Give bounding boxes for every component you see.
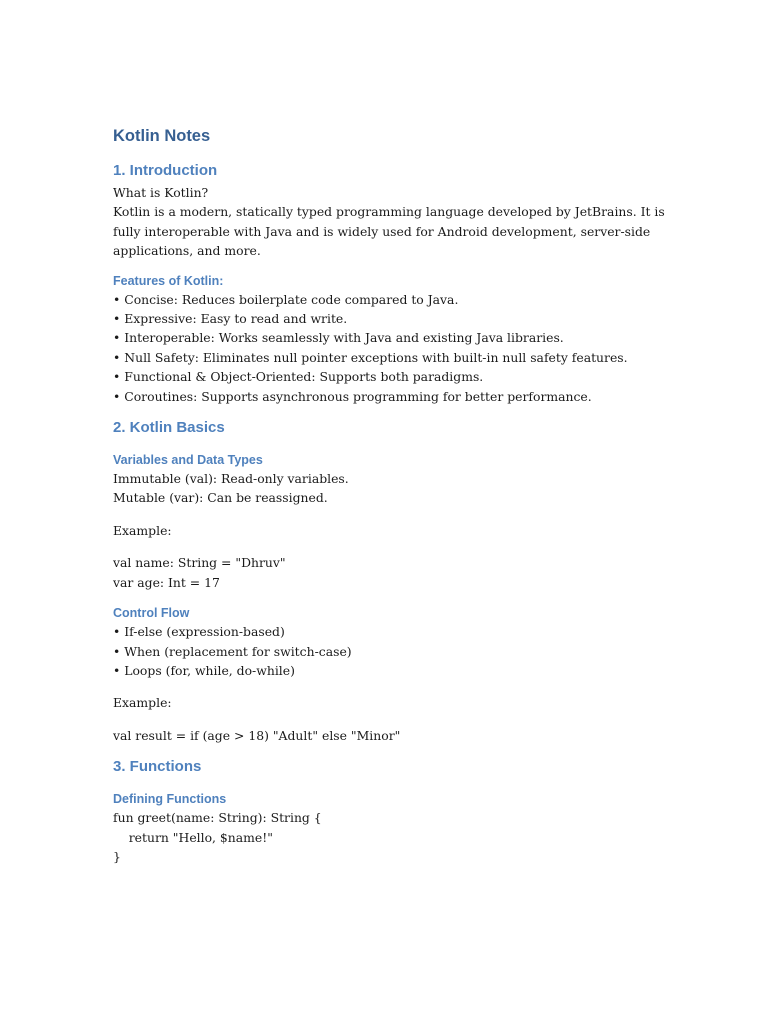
document-title: Kotlin Notes <box>113 127 211 145</box>
feature-item: • Functional & Object-Oriented: Supports both paradigms. <box>113 369 484 385</box>
section-heading-introduction: 1. Introduction <box>113 162 218 179</box>
control-item: • Loops (for, while, do-while) <box>113 662 295 678</box>
control-item: • If-else (expression-based) <box>113 624 285 640</box>
control-item: • When (replacement for switch-case) <box>113 643 352 659</box>
code-line: val name: String = "Dhruv" <box>113 555 286 571</box>
intro-question: What is Kotlin? <box>113 185 209 200</box>
intro-description: Kotlin is a modern, statically typed programming language developed by JetBrains. It is fully interoperable with Java and is widely used for Android development, server-side applications, and more. <box>113 204 665 259</box>
variables-line: Mutable (var): Can be reassigned. <box>113 490 328 506</box>
example-label: Example: <box>113 695 172 711</box>
section-heading-basics: 2. Kotlin Basics <box>113 419 225 437</box>
variables-line: Immutable (val): Read-only variables. <box>113 471 349 487</box>
code-line: fun greet(name: String): String { <box>113 810 322 826</box>
code-line: var age: Int = 17 <box>113 574 220 590</box>
code-line: return "Hello, $name!" <box>113 829 273 845</box>
features-heading: Features of Kotlin: <box>113 273 224 288</box>
feature-item: • Coroutines: Supports asynchronous programming for better performance. <box>113 388 592 404</box>
variables-heading: Variables and Data Types <box>113 453 263 468</box>
feature-item: • Null Safety: Eliminates null pointer exceptions with built-in null safety features. <box>113 349 628 365</box>
defining-functions-heading: Defining Functions <box>113 792 227 807</box>
feature-item: • Concise: Reduces boilerplate code compared to Java. <box>113 291 459 307</box>
section-heading-functions: 3. Functions <box>113 758 202 776</box>
code-line: } <box>113 848 121 864</box>
code-line: val result = if (age > 18) "Adult" else "Minor" <box>113 727 401 743</box>
feature-item: • Interoperable: Works seamlessly with Java and existing Java libraries. <box>113 330 564 346</box>
example-label: Example: <box>113 522 172 538</box>
control-flow-heading: Control Flow <box>113 606 190 621</box>
feature-item: • Expressive: Easy to read and write. <box>113 311 348 327</box>
